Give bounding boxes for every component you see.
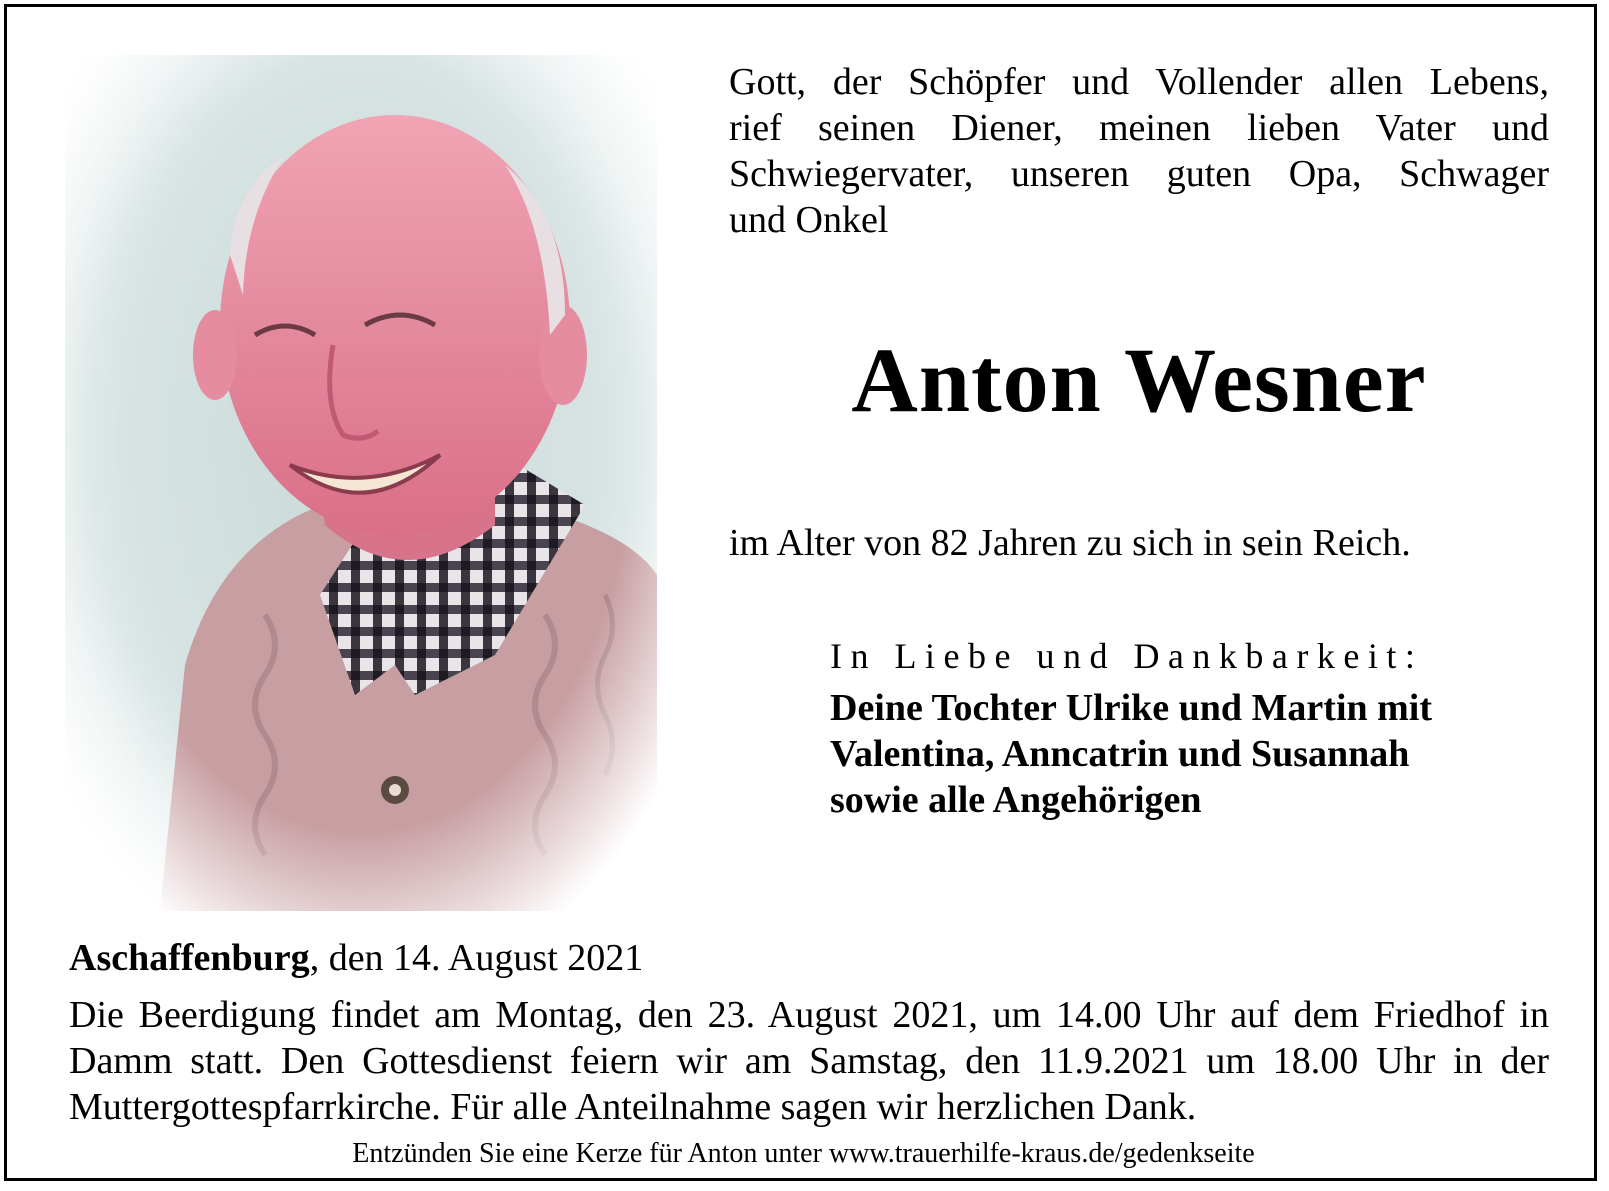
deceased-name: Anton Wesner xyxy=(851,329,1427,431)
funeral-line: Die Beerdigung findet am Montag, den 23. August 2021, um 14.00 Uhr auf dem Friedhof in xyxy=(69,994,1549,1036)
intro-line: Gott, der Schöpfer und Vollender allen Lebens, xyxy=(729,61,1549,103)
funeral-line: Muttergottespfarrkirche. Für alle Anteilnahme sagen wir herzlichen Dank. xyxy=(69,1086,1197,1128)
family-line: Deine Tochter Ulrike und Martin mit xyxy=(830,687,1433,729)
portrait-photo xyxy=(65,55,657,911)
funeral-info xyxy=(69,992,1549,1130)
portrait-illustration xyxy=(65,55,657,911)
family-names xyxy=(830,685,1432,823)
family-line: sowie alle Angehörigen xyxy=(830,779,1202,821)
obituary-notice xyxy=(4,4,1597,1181)
funeral-line: Damm statt. Den Gottesdienst feiern wir am Samstag, den 11.9.2021 um 18.00 Uhr in der xyxy=(69,1040,1549,1082)
intro-line: Schwiegervater, unseren guten Opa, Schwager xyxy=(729,153,1549,195)
age-line: im Alter von 82 Jahren zu sich in sein Reich. xyxy=(729,522,1411,564)
intro-line: und Onkel xyxy=(729,199,889,241)
family-line: Valentina, Anncatrin und Susannah xyxy=(830,733,1410,775)
intro-line: rief seinen Diener, meinen lieben Vater und xyxy=(729,107,1549,149)
intro-text xyxy=(729,59,1549,243)
place-name: Aschaffenburg xyxy=(69,937,310,979)
signoff-line: In Liebe und Dankbarkeit: xyxy=(830,636,1424,676)
date-text: , den 14. August 2021 xyxy=(309,937,644,979)
candle-link-line: Entzünden Sie eine Kerze für Anton unter www.trauerhilfe-kraus.de/gedenkseite xyxy=(352,1138,1255,1169)
place-date xyxy=(69,935,643,981)
